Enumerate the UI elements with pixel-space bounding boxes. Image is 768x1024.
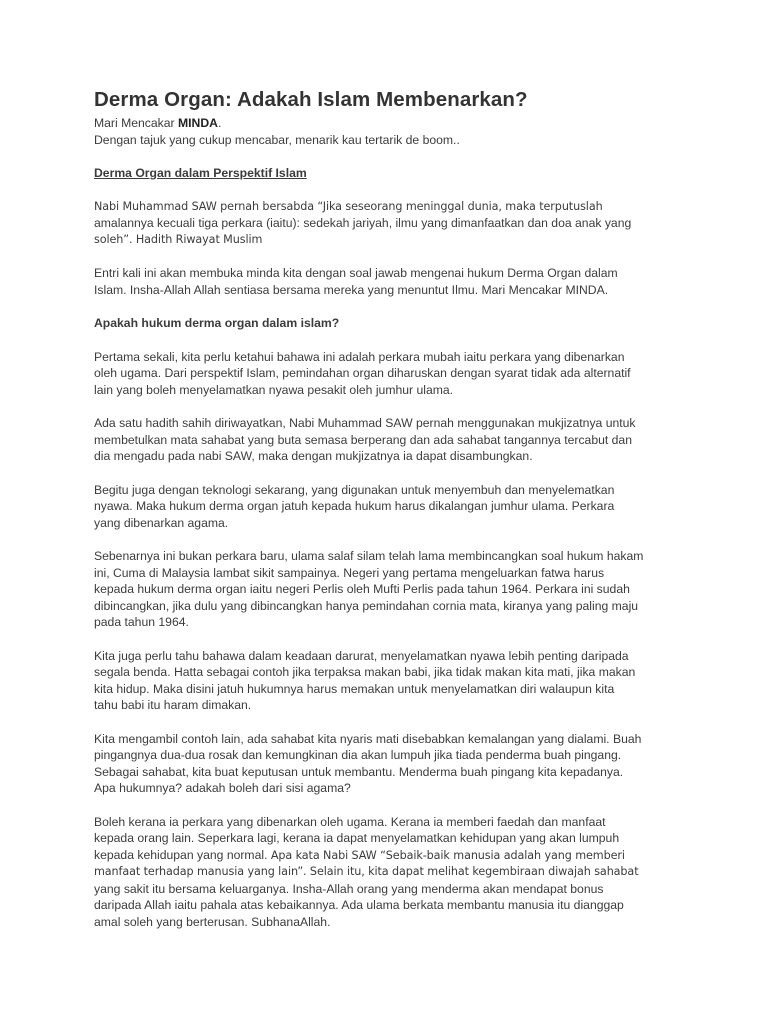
hadith-line: soleh”. Hadith Riwayat Muslim xyxy=(94,232,263,246)
paragraph-line: membetulkan mata sahabat yang buta semasa berperang dan ada sahabat tangannya tercabut dan xyxy=(94,432,632,447)
paragraph-line: nyawa. Maka hukum derma organ jatuh kepada hukum harus dikalangan jumhur ulama. Perkara xyxy=(94,499,615,513)
question-heading: Apakah hukum derma organ dalam islam? xyxy=(94,316,340,330)
article xyxy=(94,88,694,930)
paragraph-line: Boleh kerana ia perkara yang dibenarkan oleh ugama. Kerana ia memberi faedah dan manfaat xyxy=(94,814,606,829)
intro-line-2: Dengan tajuk yang cukup mencabar, menarik kau tertarik de boom.. xyxy=(94,132,460,147)
paragraph-line: dia mengadu pada nabi SAW, maka dengan mukjizatnya ia dapat disambungkan. xyxy=(94,449,533,463)
page-title: Derma Organ: Adakah Islam Membenarkan? xyxy=(94,88,528,111)
paragraph-line: lain yang boleh menyelamatkan nyawa pesakit oleh jumhur ulama. xyxy=(94,382,454,397)
hadith-line: amalannya kecuali tiga perkara (iaitu): sedekah jariyah, ilmu yang dimanfaatkan dan doa anak yang xyxy=(94,216,632,230)
paragraph-line: Kita juga perlu tahu bahawa dalam keadaan darurat, menyelamatkan nyawa lebih penting daripada xyxy=(94,648,629,663)
paragraph-hadith-sahih xyxy=(94,415,694,465)
paragraph-segment: kepada kehidupan yang normal. xyxy=(94,847,271,862)
paragraph-line: yang sakit itu bersama keluarganya. Insha-Allah orang yang menderma akan mendapat bonus xyxy=(94,881,604,896)
paragraph-line: kita hidup. Maka disini jatuh hukumnya harus memakan untuk menyelamatkan diri walaupun kita xyxy=(94,681,615,696)
paragraph-line: kepada hukum derma organ iaitu negeri Perlis oleh Mufti Perlis pada tahun 1964. Perkara ini sudah xyxy=(94,582,630,596)
paragraph-line: pada tahun 1964. xyxy=(94,615,189,629)
paragraph-line: Sebagai sahabat, kita buat keputusan untuk membantu. Menderma buah pingang kita kepadanya. xyxy=(94,764,624,779)
paragraph-line: Entri kali ini akan membuka minda kita dengan soal jawab mengenai hukum Derma Organ dalam xyxy=(94,266,618,280)
paragraph-line: yang dibenarkan agama. xyxy=(94,515,229,530)
paragraph-line: daripada Allah iaitu pahala atas kebaikannya. Ada ulama berkata membantu manusia itu dianggap xyxy=(94,898,624,912)
paragraph-line: kepada orang lain. Seperkara lagi, kerana ia dapat menyelamatkan kehidupan yang akan lumpuh xyxy=(94,831,620,845)
paragraph-line: Sebenarnya ini bukan perkara baru, ulama salaf silam telah lama membincangkan soal hukum hakam xyxy=(94,549,644,563)
paragraph-line: amal soleh yang berterusan. SubhanaAllah. xyxy=(94,914,331,929)
paragraph-line: segala benda. Hatta sebagai contoh jika terpaksa makan babi, jika tidak makan kita mati, jika makan xyxy=(94,665,636,679)
hadith-segment: Apa kata Nabi SAW “Sebaik-baik manusia adalah yang memberi xyxy=(270,848,625,862)
hadith-line: Nabi Muhammad SAW pernah bersabda “Jika seseorang meninggal dunia, maka terputuslah xyxy=(94,199,603,213)
paragraph-line: oleh ugama. Dari perspektif Islam, pemindahan organ diharuskan dengan syarat tidak ada alternatif xyxy=(94,366,631,380)
paragraph-sebenarnya xyxy=(94,548,694,631)
intro-bold-minda: MINDA xyxy=(177,116,218,130)
intro-text: Mari Mencakar xyxy=(94,116,178,130)
paragraph-line: ini, Cuma di Malaysia lambat sikit sampainya. Negeri yang pertama mengeluarkan fatwa harus xyxy=(94,565,605,580)
paragraph-line: pingangnya dua-dua rosak dan kemungkinan dia akan lumpuh jika tiada penderma buah pingang. xyxy=(94,748,622,762)
paragraph-line: manfaat terhadap manusia yang lain”. Selain itu, kita dapat melihat kegembiraan diwajah sahabat xyxy=(94,865,639,878)
paragraph-line: Ada satu hadith sahih diriwayatkan, Nabi Muhammad SAW pernah menggunakan mukjizatnya untuk xyxy=(94,416,636,430)
section-heading-perspektif: Derma Organ dalam Perspektif Islam xyxy=(94,166,307,180)
paragraph-teknologi xyxy=(94,482,694,532)
hadith-quote xyxy=(94,199,694,249)
paragraph-line: Islam. Insha-Allah Allah sentiasa bersama mereka yang menuntut Ilmu. Mari Mencakar MINDA. xyxy=(94,282,609,297)
paragraph-darurat xyxy=(94,648,694,714)
paragraph-line: Begitu juga dengan teknologi sekarang, yang digunakan untuk menyembuh dan menyelematkan xyxy=(94,482,615,497)
paragraph-line: dibincangkan, jika dulu yang dibincangkan hanya pemindahan cornia mata, kiranya yang paling maju xyxy=(94,598,639,613)
paragraph-contoh xyxy=(94,731,694,797)
paragraph-line: Kita mengambil contoh lain, ada sahabat kita nyaris mati disebabkan kemalangan yang dialami. Buah xyxy=(94,731,642,746)
paragraph-line xyxy=(94,847,694,865)
paragraph-line: Pertama sekali, kita perlu ketahui bahawa ini adalah perkara mubah iaitu perkara yang dibenarkan xyxy=(94,349,625,364)
paragraph-line: Apa hukumnya? adakah boleh dari sisi agama? xyxy=(94,781,351,795)
paragraph-pertama xyxy=(94,349,694,399)
paragraph-line: tahu babi itu haram dimakan. xyxy=(94,698,252,712)
intro-line-1 xyxy=(94,115,694,132)
paragraph-boleh xyxy=(94,814,694,931)
intro-period: . xyxy=(217,116,222,130)
paragraph-entri xyxy=(94,265,694,298)
